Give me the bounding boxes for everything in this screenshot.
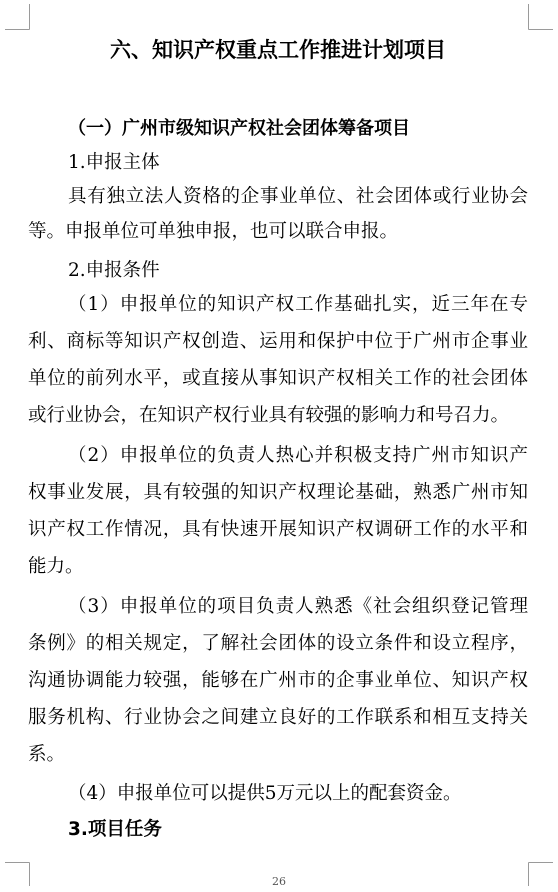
paragraph-line: 单位的前列水平，或直接从事知识产权相关工作的社会团体: [28, 367, 528, 389]
part3-heading-block: [28, 811, 528, 848]
paragraph-line: （3）申报单位的项目负责人熟悉《社会组织登记管理: [68, 595, 528, 617]
part2-heading: 2.申报条件: [68, 259, 160, 281]
paragraph-line: 服务机构、行业协会之间建立良好的工作联系和相互支持关: [28, 706, 528, 728]
paragraph-line: 利、商标等知识产权创造、运用和保护中位于广州市企事业: [28, 330, 528, 352]
crop-mark-bottom-left: [5, 863, 30, 887]
part2-heading-block: [28, 252, 528, 289]
paragraph-line: （4）申报单位可以提供5万元以上的配套资金。: [68, 782, 462, 804]
paragraph-line: 条例》的相关规定，了解社会团体的设立条件和设立程序，: [28, 632, 528, 654]
paragraph-line: 权事业发展，具有较强的知识产权理论基础，熟悉广州市知: [28, 481, 528, 503]
paragraph-line: 或行业协会，在知识产权行业具有较强的影响力和号召力。: [28, 404, 510, 426]
paragraph-line: 等。申报单位可单独申报，也可以联合申报。: [28, 220, 399, 242]
paragraph-line: 沟通协调能力较强，能够在广州市的企事业单位、知识产权: [28, 669, 528, 691]
document-title: 六、知识产权重点工作推进计划项目: [110, 37, 446, 62]
paragraph-line: 能力。: [28, 555, 84, 577]
crop-mark-bottom-right: [529, 863, 554, 887]
subsection-block: [28, 110, 528, 147]
part1-heading: 1.申报主体: [68, 151, 160, 173]
condition-item-1: [28, 286, 528, 434]
crop-mark-top-left: [5, 4, 30, 30]
paragraph-line: （1）申报单位的知识产权工作基础扎实，近三年在专: [68, 293, 528, 315]
part1-paragraph: [28, 179, 528, 249]
paragraph-line: 系。: [28, 743, 66, 765]
paragraph-line: （2）申报单位的负责人热心并积极支持广州市知识产: [68, 444, 528, 466]
subsection-heading: （一）广州市级知识产权社会团体筹备项目: [68, 117, 410, 139]
part3-heading: 3.项目任务: [68, 818, 162, 840]
paragraph-line: 具有独立法人资格的企事业单位、社会团体或行业协会: [68, 185, 528, 207]
condition-item-2: [28, 437, 528, 585]
part1-heading-block: [28, 144, 528, 181]
page-number: 26: [272, 875, 286, 888]
condition-item-3: [28, 588, 528, 773]
crop-mark-top-right: [529, 4, 554, 30]
condition-item-4: [28, 775, 528, 812]
paragraph-line: 识产权工作情况，具有快速开展知识产权调研工作的水平和: [28, 518, 528, 540]
